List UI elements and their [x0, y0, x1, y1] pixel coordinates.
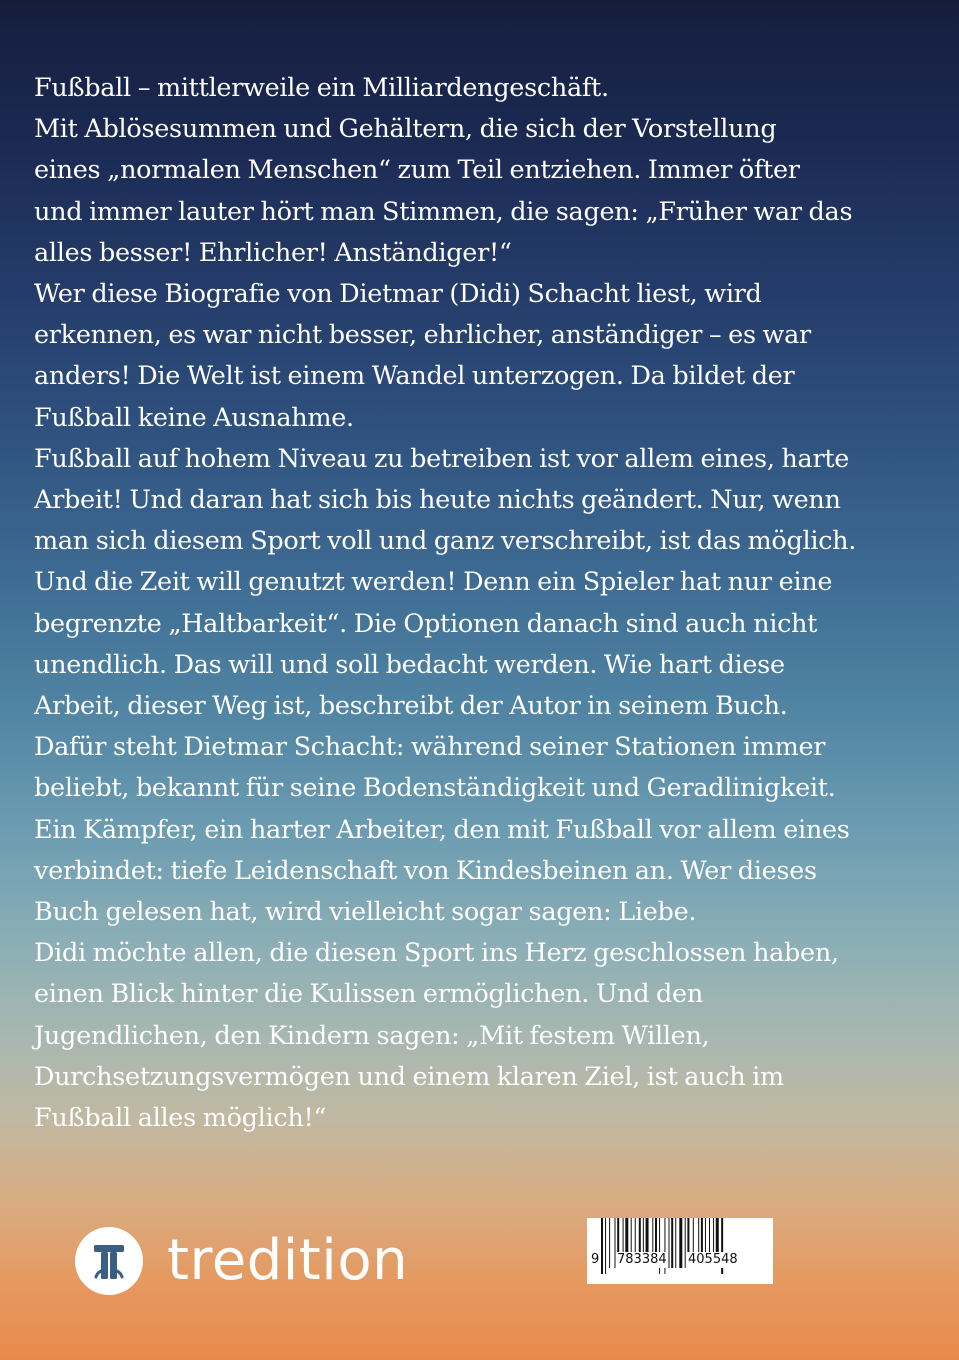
barcode-digits-right: 405548 [688, 1252, 738, 1267]
blurb-line: Wer diese Biografie von Dietmar (Didi) Schacht liest, wird [34, 279, 762, 310]
publisher-logo [75, 1225, 408, 1297]
blurb-line: anders! Die Welt ist einem Wandel unterzogen. Da bildet der [34, 361, 795, 392]
blurb-line: Buch gelesen hat, wird vielleicht sogar sagen: Liebe. [34, 897, 697, 928]
blurb-line: verbindet: tiefe Leidenschaft von Kindesbeinen an. Wer dieses [34, 855, 817, 886]
blurb-line: beliebt, bekannt für seine Bodenständigkeit und Geradlinigkeit. [34, 773, 836, 804]
blurb-line: Und die Zeit will genutzt werden! Denn ein Spieler hat nur eine [34, 567, 833, 598]
tredition-logo-icon [75, 1227, 143, 1295]
blurb-line: erkennen, es war nicht besser, ehrlicher, anständiger – es war [34, 320, 811, 351]
blurb-line: Jugendlichen, den Kindern sagen: „Mit festem Willen, [34, 1020, 710, 1051]
blurb-line: Dafür steht Dietmar Schacht: während seiner Stationen immer [34, 732, 826, 763]
back-cover-blurb [34, 68, 934, 1139]
blurb-line: unendlich. Das will und soll bedacht werden. Wie hart diese [34, 649, 785, 680]
blurb-line: und immer lauter hört man Stimmen, die sagen: „Früher war das [34, 196, 853, 227]
isbn-barcode [587, 1218, 773, 1284]
blurb-line: Fußball keine Ausnahme. [34, 402, 354, 433]
blurb-line: Ein Kämpfer, ein harter Arbeiter, den mit Fußball vor allem eines [34, 814, 850, 845]
blurb-line: einen Blick hinter die Kulissen ermöglichen. Und den [34, 979, 703, 1010]
blurb-line: man sich diesem Sport voll und ganz verschreibt, ist das möglich. [34, 526, 857, 557]
barcode-digits-left: 783384 [617, 1252, 667, 1267]
publisher-name: tredition [167, 1228, 409, 1293]
blurb-line: Durchsetzungsvermögen und einem klaren Ziel, ist auch im [34, 1061, 784, 1092]
barcode-bars [587, 1218, 773, 1284]
blurb-line: Arbeit, dieser Weg ist, beschreibt der Autor in seinem Buch. [34, 691, 788, 722]
barcode-digit-first: 9 [591, 1252, 600, 1267]
blurb-line: Fußball auf hohem Niveau zu betreiben ist vor allem eines, harte [34, 443, 850, 474]
blurb-line: Fußball – mittlerweile ein Milliardengeschäft. [34, 73, 609, 103]
blurb-line: eines „normalen Menschen“ zum Teil entziehen. Immer öfter [34, 155, 800, 186]
blurb-line: begrenzte „Haltbarkeit“. Die Optionen danach sind auch nicht [34, 608, 818, 639]
blurb-line: Fußball alles möglich!“ [34, 1103, 327, 1134]
blurb-line: Mit Ablösesummen und Gehältern, die sich der Vorstellung [34, 114, 777, 145]
blurb-line: alles besser! Ehrlicher! Anständiger!“ [34, 237, 512, 268]
blurb-line: Didi möchte allen, die diesen Sport ins Herz geschlossen haben, [34, 938, 839, 969]
blurb-line: Arbeit! Und daran hat sich bis heute nichts geändert. Nur, wenn [34, 485, 841, 516]
